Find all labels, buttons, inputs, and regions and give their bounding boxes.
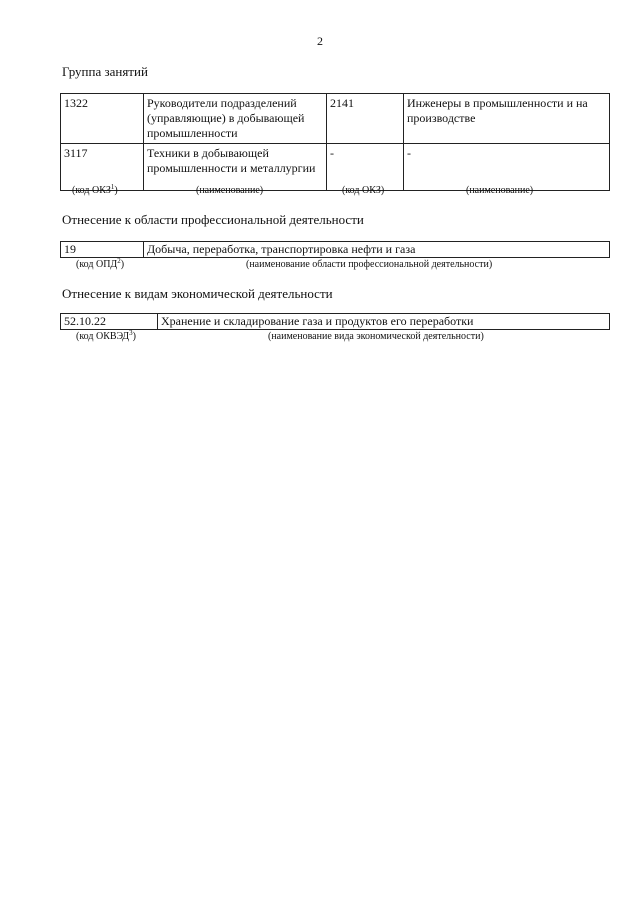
name-caption-2: (наименование) bbox=[466, 185, 534, 196]
opd-code-caption: (код ОПД$^2$) bbox=[76, 257, 125, 270]
table-row bbox=[61, 242, 610, 258]
page-number: 2 bbox=[317, 34, 323, 48]
professional-area-heading: Отнесение к области профессиональной деятельности bbox=[62, 212, 364, 227]
okz-code-caption-2: (код ОКЗ) bbox=[342, 185, 385, 196]
occupation-name-cell: Инженеры в промышленности и на производстве bbox=[404, 94, 610, 144]
professional-area-table bbox=[60, 241, 610, 258]
occupation-name-cell: - bbox=[404, 144, 610, 191]
okz-code-cell: 2141 bbox=[327, 94, 404, 144]
okz-code-cell: 1322 bbox=[61, 94, 144, 144]
table-row bbox=[61, 314, 610, 330]
opd-code-cell: 19 bbox=[61, 242, 144, 258]
name-caption: (наименование) bbox=[196, 185, 264, 196]
occupation-name-cell: Техники в добывающей промышленности и металлургии bbox=[144, 144, 327, 191]
occupation-group-table bbox=[60, 93, 610, 191]
okved-code-cell: 52.10.22 bbox=[61, 314, 158, 330]
okved-code-caption: (код ОКВЭД$^3$) bbox=[76, 329, 136, 342]
okved-name-cell: Хранение и складирование газа и продуктов его переработки bbox=[158, 314, 610, 330]
opd-name-caption: (наименование области профессиональной деятельности) bbox=[246, 259, 493, 270]
occupation-name-cell: Руководители подразделений (управляющие) в добывающей промышленности bbox=[144, 94, 327, 144]
occupation-group-heading: Группа занятий bbox=[62, 64, 148, 79]
okz-code-cell: 3117 bbox=[61, 144, 144, 191]
table-row bbox=[61, 144, 610, 191]
economic-activity-table bbox=[60, 313, 610, 330]
opd-name-cell: Добыча, переработка, транспортировка нефти и газа bbox=[144, 242, 610, 258]
okved-name-caption: (наименование вида экономической деятельности) bbox=[268, 331, 484, 342]
okz-code-cell: - bbox=[327, 144, 404, 191]
table-row bbox=[61, 94, 610, 144]
economic-activity-heading: Отнесение к видам экономической деятельности bbox=[62, 286, 333, 301]
okz-code-caption: (код ОКЗ$^1$) bbox=[72, 183, 118, 196]
